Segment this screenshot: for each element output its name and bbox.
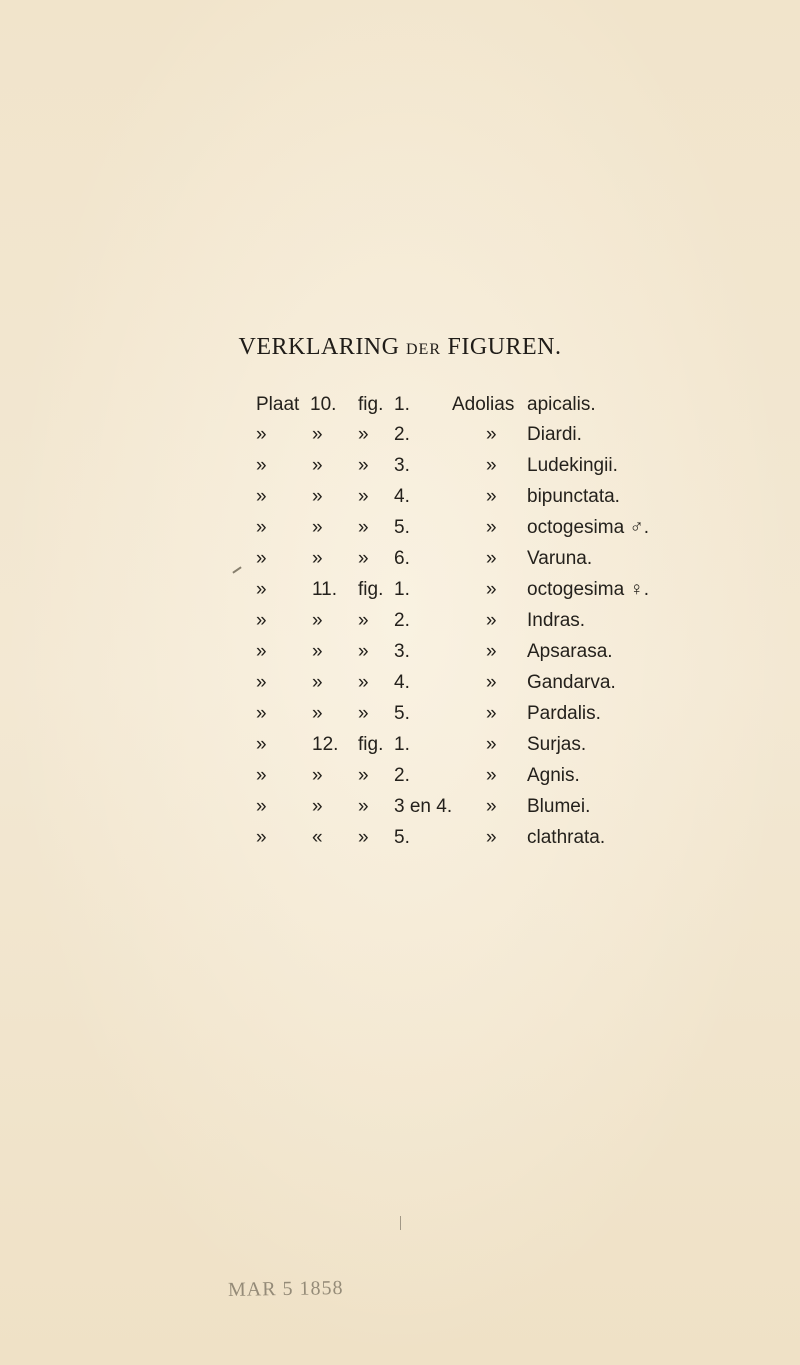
species-name: Gandarva.	[527, 672, 616, 693]
ditto-mark: »	[256, 486, 267, 507]
ditto-mark: »	[256, 579, 267, 600]
figure-number: 3.	[394, 641, 410, 662]
figure-number: 5.	[394, 517, 410, 538]
species-name: Diardi.	[527, 424, 582, 445]
ditto-mark: »	[312, 672, 323, 693]
plate-number: 12.	[312, 734, 339, 755]
ditto-mark: »	[358, 517, 369, 538]
species-name: Pardalis.	[527, 703, 601, 724]
figure-number: 1.	[394, 734, 410, 755]
figure-row	[0, 796, 800, 826]
figure-number: 6.	[394, 548, 410, 569]
figure-row	[0, 703, 800, 733]
ditto-mark: »	[256, 455, 267, 476]
figure-number: 3 en 4.	[394, 796, 453, 817]
ditto-mark: »	[312, 424, 323, 445]
figure-row	[0, 548, 800, 578]
library-stamp: MAR 5 1858	[227, 1276, 344, 1302]
figure-number: 2.	[394, 424, 410, 445]
plate-number: 11.	[312, 579, 338, 600]
ditto-mark: »	[358, 796, 369, 817]
figure-row	[0, 517, 800, 547]
figure-number: 2.	[394, 610, 410, 631]
ditto-mark: »	[486, 765, 497, 786]
ditto-mark: »	[312, 486, 323, 507]
ditto-mark: »	[358, 641, 369, 662]
figure-row	[0, 641, 800, 671]
species-name: octogesima ♂.	[527, 517, 649, 538]
ditto-mark: »	[256, 734, 267, 755]
figure-row	[0, 455, 800, 485]
ditto-mark: »	[486, 610, 497, 631]
species-name: Blumei.	[527, 796, 591, 817]
ditto-mark: »	[358, 455, 369, 476]
figure-number: 5.	[394, 827, 410, 848]
figure-number: 1.	[394, 394, 410, 415]
ditto-mark: »	[312, 610, 323, 631]
fig-label: fig.	[358, 394, 384, 415]
ditto-mark: »	[486, 641, 497, 662]
ditto-mark: »	[312, 641, 323, 662]
ditto-mark: «	[312, 827, 323, 848]
figure-row	[0, 394, 800, 424]
ditto-mark: »	[358, 703, 369, 724]
ditto-mark: »	[256, 517, 267, 538]
ditto-mark: »	[486, 455, 497, 476]
ditto-mark: »	[358, 548, 369, 569]
ditto-mark: »	[486, 796, 497, 817]
ditto-mark: »	[486, 486, 497, 507]
figure-number: 2.	[394, 765, 410, 786]
ditto-mark: »	[256, 641, 267, 662]
species-name: Varuna.	[527, 548, 593, 569]
ditto-mark: »	[256, 610, 267, 631]
ditto-mark: »	[256, 827, 267, 848]
ditto-mark: »	[358, 424, 369, 445]
ditto-mark: »	[486, 672, 497, 693]
genus-name: Adolias	[452, 394, 515, 415]
ditto-mark: »	[486, 579, 497, 600]
ditto-mark: »	[486, 548, 497, 569]
ditto-mark: »	[256, 703, 267, 724]
species-name: bipunctata.	[527, 486, 620, 507]
figure-row	[0, 610, 800, 640]
species-name: apicalis.	[527, 394, 596, 415]
ditto-mark: »	[486, 827, 497, 848]
ditto-mark: »	[256, 424, 267, 445]
species-name: Apsarasa.	[527, 641, 613, 662]
figure-row	[0, 486, 800, 516]
figure-number: 4.	[394, 672, 410, 693]
ditto-mark: »	[256, 765, 267, 786]
figure-row	[0, 424, 800, 454]
species-name: Indras.	[527, 610, 586, 631]
title-part-verklaring: VERKLARING	[238, 334, 400, 360]
ditto-mark: »	[256, 548, 267, 569]
figure-number: 4.	[394, 486, 410, 507]
species-name: Agnis.	[527, 765, 580, 786]
ditto-mark: »	[486, 517, 497, 538]
species-name: clathrata.	[527, 827, 606, 848]
ditto-mark: »	[312, 703, 323, 724]
species-name: Surjas.	[527, 734, 587, 755]
figure-number: 3.	[394, 455, 410, 476]
ditto-mark: »	[256, 796, 267, 817]
species-name: Ludekingii.	[527, 455, 618, 476]
species-name: octogesima ♀.	[527, 579, 649, 600]
ditto-mark: »	[358, 765, 369, 786]
figure-row	[0, 827, 800, 857]
title-part-figuren: FIGUREN.	[447, 334, 562, 360]
figure-row	[0, 672, 800, 702]
figure-row	[0, 765, 800, 795]
fig-label: fig.	[358, 579, 384, 600]
ditto-mark: »	[358, 486, 369, 507]
figure-row	[0, 734, 800, 764]
fig-label: fig.	[358, 734, 384, 755]
plate-label: Plaat	[256, 394, 300, 415]
figure-number: 1.	[394, 579, 410, 600]
ditto-mark: »	[312, 517, 323, 538]
ditto-mark: »	[312, 765, 323, 786]
ditto-mark: »	[486, 703, 497, 724]
ditto-mark: »	[358, 827, 369, 848]
page-title	[0, 334, 800, 361]
ditto-mark: »	[312, 455, 323, 476]
ditto-mark: »	[358, 672, 369, 693]
ditto-mark: »	[486, 734, 497, 755]
margin-tick-mark	[400, 1216, 401, 1230]
figure-number: 5.	[394, 703, 410, 724]
ditto-mark: »	[312, 796, 323, 817]
plate-number: 10.	[310, 394, 337, 415]
ditto-mark: »	[312, 548, 323, 569]
figure-row	[0, 579, 800, 609]
ditto-mark: »	[358, 610, 369, 631]
title-part-der: DER	[405, 341, 441, 358]
ditto-mark: »	[486, 424, 497, 445]
ditto-mark: »	[256, 672, 267, 693]
